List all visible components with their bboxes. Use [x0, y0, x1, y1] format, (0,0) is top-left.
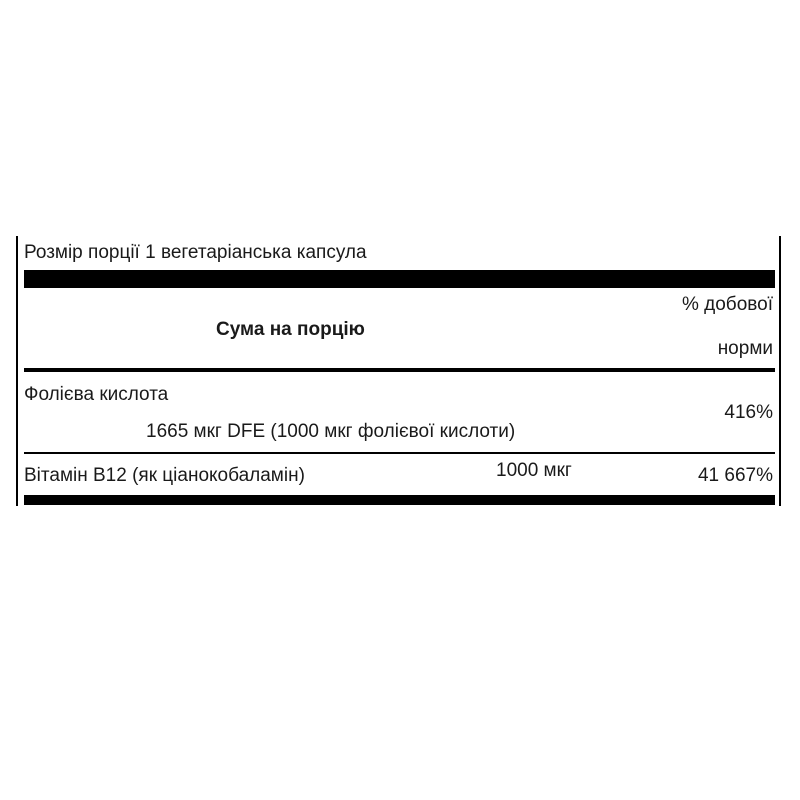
header-divider — [24, 368, 775, 372]
thick-divider — [24, 270, 775, 288]
amount-folic-acid: 1665 мкг DFE (1000 мкг фолієвої кислоти) — [146, 421, 516, 442]
daily-value-header-line2: норми — [717, 338, 773, 359]
amount-per-serving-header: Сума на порцію — [216, 319, 365, 340]
daily-value-vitamin-b12: 41 667% — [697, 465, 773, 486]
daily-value-header-line1: % добової — [681, 294, 773, 315]
daily-value-folic-acid: 416% — [724, 402, 773, 423]
nutrient-name-vitamin-b12: Вітамін B12 (як ціанокобаламін) — [24, 465, 305, 486]
supplement-facts-panel — [16, 236, 781, 506]
bottom-thick-divider — [24, 495, 775, 505]
serving-size: Розмір порції 1 вегетаріанська капсула — [24, 242, 367, 263]
row-divider — [24, 452, 775, 454]
amount-vitamin-b12: 1000 мкг — [496, 460, 572, 481]
nutrient-name-folic-acid: Фолієва кислота — [24, 384, 169, 405]
